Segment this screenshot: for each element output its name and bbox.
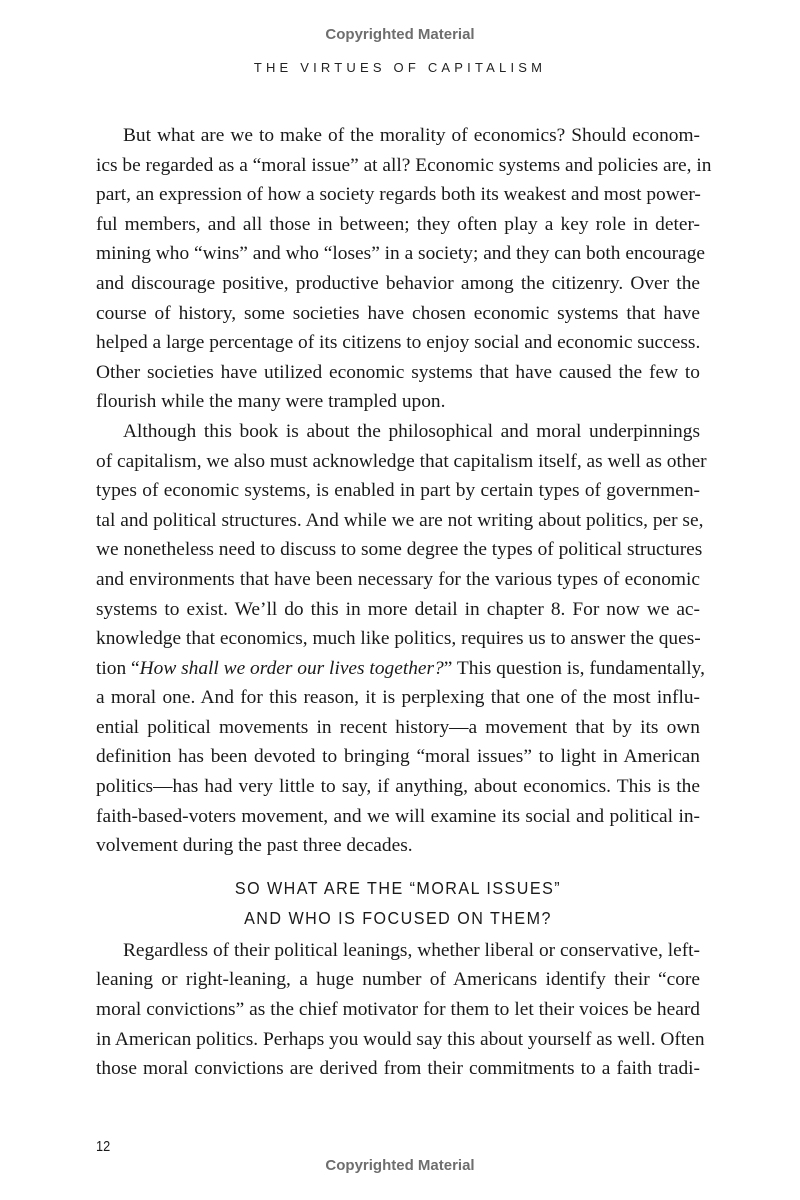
text-line: faith-based-voters movement, and we will examine its social and political in- bbox=[96, 805, 700, 827]
text-line-with-italic bbox=[96, 654, 705, 684]
text-line: part, an expression of how a society regards both its weakest and most power- bbox=[96, 184, 701, 206]
text-line: leaning or right-leaning, a huge number of Americans identify their “core bbox=[96, 969, 700, 991]
page-body bbox=[96, 121, 712, 1084]
text-line: mining who “wins” and who “loses” in a society; and they can both encourage bbox=[96, 243, 706, 265]
text-line: But what are we to make of the morality of economics? Should econom- bbox=[123, 125, 700, 146]
text-line: Other societies have utilized economic systems that have caused the few to bbox=[96, 361, 700, 383]
text-line: systems to exist. We’ll do this in more detail in chapter 8. For now we ac- bbox=[96, 598, 700, 620]
page-number: 12 bbox=[96, 1138, 111, 1155]
text-line: tal and political structures. And while we are not writing about politics, per se, bbox=[96, 509, 704, 531]
text-line: volvement during the past three decades. bbox=[96, 835, 413, 857]
text-line: helped a large percentage of its citizens to enjoy social and economic success. bbox=[96, 332, 701, 354]
copyright-watermark-top: Copyrighted Material bbox=[325, 26, 475, 43]
text-line: definition has been devoted to bringing “moral issues” to light in American bbox=[96, 746, 700, 768]
section-heading-line-1: SO WHAT ARE THE “MORAL ISSUES” bbox=[234, 877, 562, 898]
text-line: Although this book is about the philosophical and moral underpinnings bbox=[123, 420, 700, 442]
text-line: knowledge that economics, much like politics, requires us to answer the ques- bbox=[96, 628, 701, 650]
text-line: course of history, some societies have chosen economic systems that have bbox=[96, 302, 700, 324]
text-line: ful members, and all those in between; they often play a key role in deter- bbox=[96, 213, 700, 235]
text-line: of capitalism, we also must acknowledge that capitalism itself, as well as other bbox=[96, 450, 707, 472]
text-line: moral convictions” as the chief motivator for them to let their voices be heard bbox=[96, 999, 700, 1021]
text-line: politics—has had very little to say, if anything, about economics. This is the bbox=[96, 776, 700, 798]
text-line: ics be regarded as a “moral issue” at all? Economic systems and policies are, in bbox=[96, 154, 712, 176]
text-line: ential political movements in recent history—a movement that by its own bbox=[96, 716, 700, 738]
paragraph-1 bbox=[96, 121, 712, 417]
paragraph-2 bbox=[96, 417, 707, 861]
running-head: THE VIRTUES OF CAPITALISM bbox=[253, 60, 547, 75]
text-line: and environments that have been necessary for the various types of economic bbox=[96, 568, 700, 590]
text-line: in American politics. Perhaps you would say this about yourself as well. Often bbox=[96, 1028, 705, 1050]
paragraph-3 bbox=[96, 936, 705, 1084]
copyright-watermark-bottom: Copyrighted Material bbox=[325, 1157, 475, 1174]
text-line: types of economic systems, is enabled in part by certain types of governmen- bbox=[96, 480, 700, 502]
text-fragment: ” This question is, fundamentally, bbox=[443, 657, 705, 679]
section-heading-line-2: AND WHO IS FOCUSED ON THEM? bbox=[244, 907, 552, 928]
text-line: Regardless of their political leanings, whether liberal or conservative, left- bbox=[123, 939, 700, 961]
italic-question: How shall we order our lives together? bbox=[139, 657, 444, 679]
text-fragment: tion “ bbox=[96, 657, 140, 679]
text-line: and discourage positive, productive behavior among the citizenry. Over the bbox=[96, 272, 700, 294]
text-line: a moral one. And for this reason, it is perplexing that one of the most influ- bbox=[96, 687, 700, 709]
text-line: we nonetheless need to discuss to some degree the types of political structures bbox=[96, 539, 703, 561]
text-line: flourish while the many were trampled upon. bbox=[96, 391, 446, 413]
section-heading bbox=[120, 873, 676, 933]
text-line: those moral convictions are derived from their commitments to a faith tradi- bbox=[96, 1058, 700, 1080]
